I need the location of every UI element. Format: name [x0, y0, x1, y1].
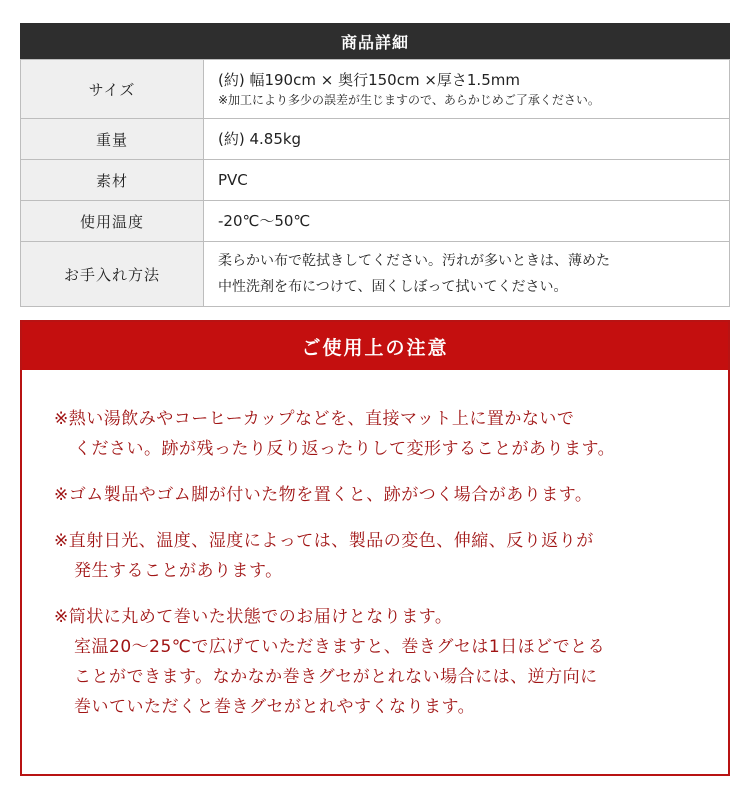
- usage-caution-header: ご使用上の注意: [22, 322, 728, 370]
- product-details-table: [20, 59, 730, 307]
- table-row: [21, 160, 730, 201]
- row-label-temperature: 使用温度: [21, 201, 204, 242]
- row-label-weight: 重量: [21, 119, 204, 160]
- caution-item: [54, 480, 728, 510]
- row-value-care: [204, 242, 730, 307]
- caution-item-line: ください。跡が残ったり反り返ったりして変形することがあります。: [74, 439, 616, 459]
- care-line-2: 中性洗剤を布につけて、固くしぼって拭いてください。: [218, 279, 568, 295]
- table-row: [21, 119, 730, 160]
- row-label-material: 素材: [21, 160, 204, 201]
- weight-value: (約) 4.85kg: [218, 130, 302, 148]
- usage-caution-section: [20, 320, 730, 776]
- caution-item: [54, 526, 728, 586]
- care-line-1: 柔らかい布で乾拭きしてください。汚れが多いときは、薄めた: [218, 253, 610, 269]
- temperature-value: -20℃〜50℃: [218, 212, 311, 230]
- caution-list: [22, 370, 728, 722]
- caution-item-line: ※筒状に丸めて巻いた状態でのお届けとなります。: [54, 607, 453, 627]
- caution-item-line: 巻いていただくと巻きグセがとれやすくなります。: [74, 697, 476, 717]
- caution-item-line: ※熱い湯飲みやコーヒーカップなどを、直接マット上に置かないで: [54, 409, 575, 429]
- row-value-temperature: [204, 201, 730, 242]
- row-label-care: お手入れ方法: [21, 242, 204, 307]
- caution-item: [54, 404, 728, 464]
- product-details-header: 商品詳細: [20, 23, 730, 59]
- row-value-size: [204, 60, 730, 119]
- row-value-material: [204, 160, 730, 201]
- caution-item-line: ことができます。なかなか巻きグセがとれない場合には、逆方向に: [74, 667, 598, 687]
- size-note: ※加工により多少の誤差が生じますので、あらかじめご了承ください。: [218, 93, 600, 107]
- table-row: [21, 60, 730, 119]
- caution-item-line: ※直射日光、温度、湿度によっては、製品の変色、伸縮、反り返りが: [54, 531, 594, 551]
- table-row: [21, 242, 730, 307]
- size-value: (約) 幅190cm × 奥行150cm ×厚さ1.5mm: [218, 71, 520, 89]
- caution-item-line: 発生することがあります。: [74, 561, 283, 581]
- caution-item: [54, 602, 728, 722]
- caution-item-line: 室温20〜25℃で広げていただきますと、巻きグセは1日ほどでとる: [74, 637, 606, 657]
- table-row: [21, 201, 730, 242]
- caution-item-line: ※ゴム製品やゴム脚が付いた物を置くと、跡がつく場合があります。: [54, 485, 593, 505]
- row-label-size: サイズ: [21, 60, 204, 119]
- product-details-section: [20, 23, 730, 307]
- material-value: PVC: [218, 171, 248, 189]
- row-value-weight: [204, 119, 730, 160]
